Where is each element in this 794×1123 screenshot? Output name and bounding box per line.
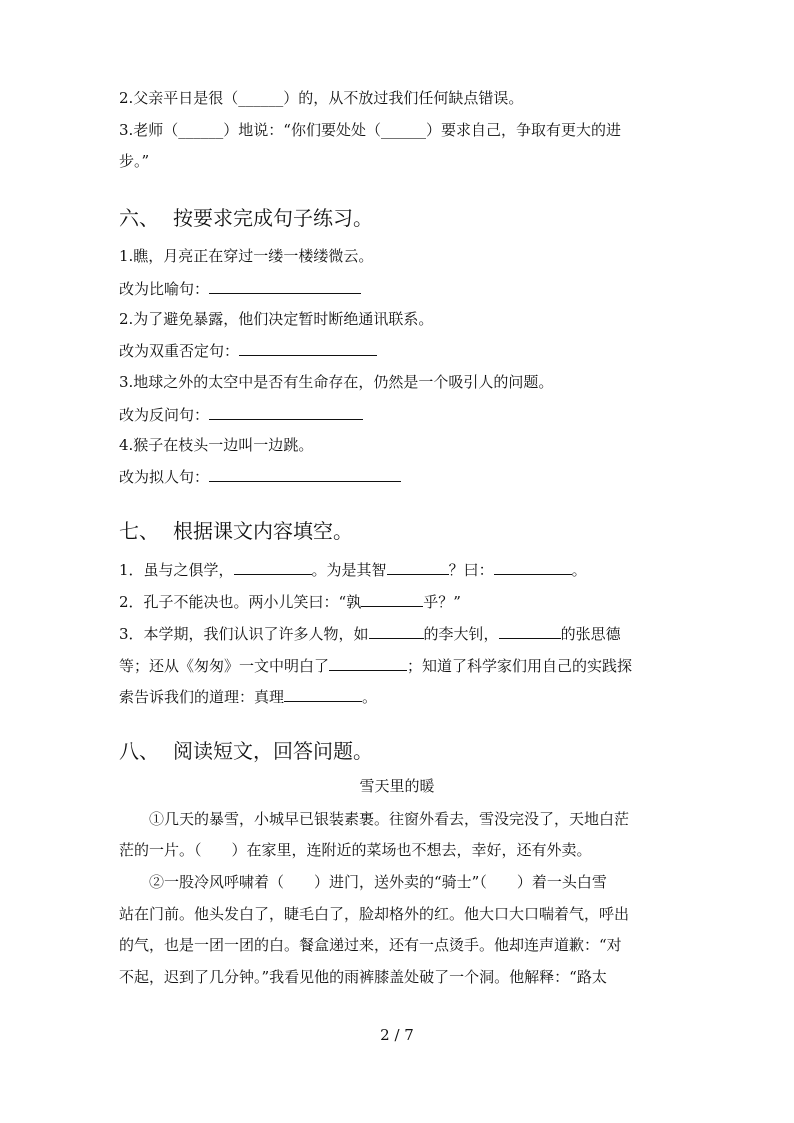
question-line: 4.猴子在枝头一边叫一边跳。 bbox=[119, 436, 314, 454]
section-title: 按要求完成句子练习。 bbox=[173, 206, 373, 230]
text-segment: 等；还从《匆匆》一文中明白了 bbox=[119, 657, 330, 675]
passage-line: ①几天的暴雪，小城早已银装素裹。往窗外看去，雪没完没了，天地白茫 bbox=[149, 810, 630, 828]
answer-line bbox=[119, 278, 361, 299]
section-number: 六、 bbox=[119, 206, 159, 230]
question-line: 3.老师（______）地说：“你们要处处（______）要求自己，争取有更大的进 bbox=[119, 121, 621, 139]
text-segment: 。为是其智 bbox=[311, 561, 387, 579]
fill-blank[interactable] bbox=[284, 686, 362, 702]
passage-title: 雪天里的暖 bbox=[359, 777, 435, 795]
section-title: 根据课文内容填空。 bbox=[173, 519, 353, 543]
question-line: 2.父亲平日是很（______）的，从不放过我们任何缺点错误。 bbox=[119, 89, 524, 107]
question-line: 2.为了避免暴露，他们决定暂时断绝通讯联系。 bbox=[119, 310, 434, 328]
fill-blank[interactable] bbox=[234, 559, 312, 575]
answer-blank[interactable] bbox=[209, 404, 363, 420]
passage-line: 茫的一片。（ ）在家里，连附近的菜场也不想去，幸好，还有外卖。 bbox=[119, 841, 592, 859]
text-segment: 。 bbox=[362, 688, 378, 706]
text-segment: ；知道了科学家们用自己的实践探 bbox=[407, 657, 633, 675]
fill-blank[interactable] bbox=[494, 559, 572, 575]
answer-prompt: 改为拟人句： bbox=[119, 468, 210, 486]
answer-prompt: 改为双重否定句： bbox=[119, 342, 240, 360]
answer-line bbox=[119, 466, 401, 487]
section-heading bbox=[119, 738, 373, 764]
text-segment: 索告诉我们的道理：真理 bbox=[119, 688, 285, 706]
fill-blank[interactable] bbox=[369, 623, 424, 639]
question-line: 1.瞧，月亮正在穿过一缕一楼缕微云。 bbox=[119, 247, 374, 265]
fill-blank[interactable] bbox=[499, 623, 561, 639]
fill-line bbox=[119, 623, 621, 644]
fill-blank[interactable] bbox=[329, 655, 407, 671]
answer-line bbox=[119, 404, 363, 425]
text-segment: 的张思德 bbox=[560, 625, 621, 643]
text-segment: 2．孔子不能决也。两小儿笑曰：“孰 bbox=[119, 593, 362, 611]
fill-line bbox=[119, 559, 587, 580]
passage-line: 不起，迟到了几分钟。”我看见他的雨裤膝盖处破了一个洞。他解释：“路太 bbox=[119, 968, 607, 986]
fill-blank[interactable] bbox=[387, 559, 449, 575]
answer-blank[interactable] bbox=[209, 466, 401, 482]
fill-line bbox=[119, 686, 377, 707]
answer-blank[interactable] bbox=[209, 278, 361, 294]
fill-line bbox=[119, 655, 632, 676]
text-segment: 1．虽与之俱学， bbox=[119, 561, 234, 579]
section-heading bbox=[119, 205, 373, 231]
passage-line: 站在门前。他头发白了，睫毛白了，脸却格外的红。他大口大口喘着气，呼出 bbox=[119, 905, 630, 923]
section-heading bbox=[119, 518, 353, 544]
section-number: 八、 bbox=[119, 739, 159, 763]
answer-line bbox=[119, 340, 377, 361]
fill-blank[interactable] bbox=[361, 591, 423, 607]
text-segment: ？曰： bbox=[448, 561, 494, 579]
passage-line: 的气，也是一团一团的白。餐盒递过来，还有一点烫手。他却连声道歉：“对 bbox=[119, 936, 622, 954]
question-line: 3.地球之外的太空中是否有生命存在，仍然是一个吸引人的问题。 bbox=[119, 373, 554, 391]
text-segment: 。 bbox=[571, 561, 587, 579]
text-segment: 乎？” bbox=[423, 593, 461, 611]
answer-prompt: 改为比喻句： bbox=[119, 280, 210, 298]
section-title: 阅读短文，回答问题。 bbox=[173, 739, 373, 763]
question-line: 步。” bbox=[119, 152, 150, 170]
answer-prompt: 改为反问句： bbox=[119, 406, 210, 424]
text-segment: 3．本学期，我们认识了许多人物，如 bbox=[119, 625, 369, 643]
answer-blank[interactable] bbox=[239, 340, 377, 356]
fill-line bbox=[119, 591, 461, 612]
passage-line: ②一股冷风呼啸着（ ）进门，送外卖的“骑士”（ ）着一头白雪 bbox=[149, 873, 607, 891]
page-number: 2 / 7 bbox=[380, 1026, 414, 1044]
section-number: 七、 bbox=[119, 519, 159, 543]
text-segment: 的李大钊， bbox=[423, 625, 499, 643]
